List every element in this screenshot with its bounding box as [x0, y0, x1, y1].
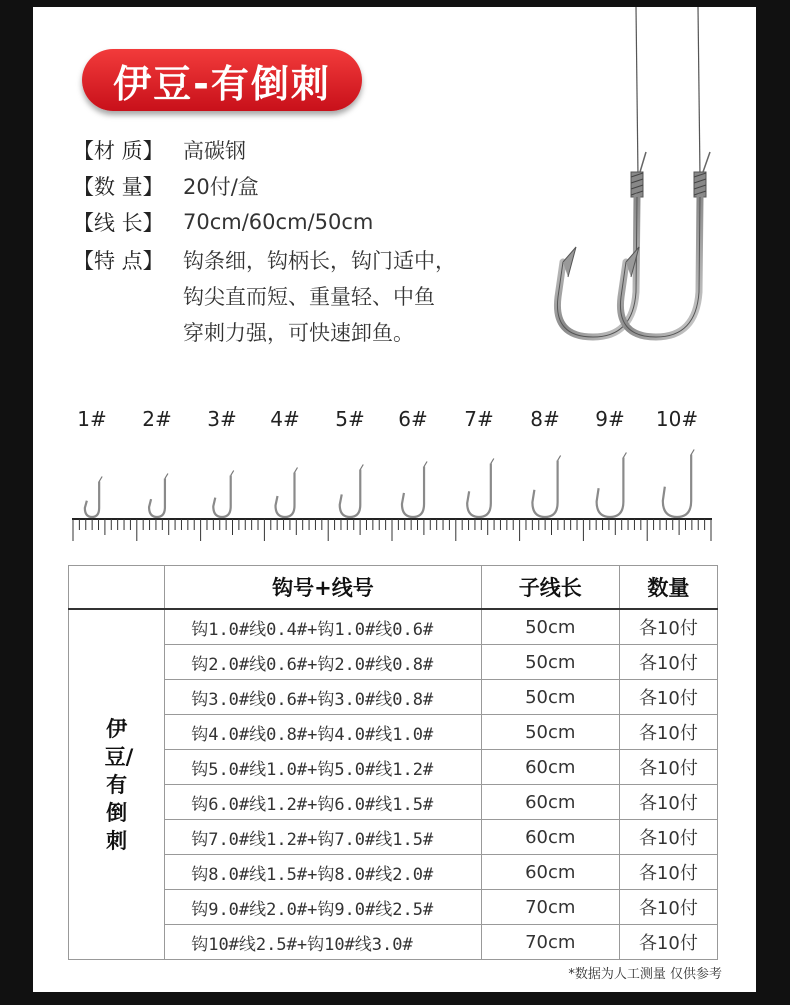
- combo-cell: 钩9.0#线2.0#+钩9.0#线2.5#: [165, 890, 482, 925]
- table-row: [69, 609, 718, 645]
- size-hook-icon: [340, 470, 361, 518]
- model-name: 伊豆/有倒刺: [104, 716, 134, 853]
- spec-label: 【数 量】: [73, 175, 164, 199]
- size-hook-eye: [360, 465, 363, 470]
- size-hook-eye: [294, 468, 297, 473]
- table-row: [69, 855, 718, 890]
- table-row: [69, 785, 718, 820]
- spec-row-features: [73, 240, 456, 354]
- qty-cell: 各10付: [619, 645, 717, 680]
- length-cell: 50cm: [481, 680, 619, 715]
- table-row: [69, 715, 718, 750]
- size-hook-eye: [99, 477, 102, 482]
- product-title: 伊豆-有倒刺: [113, 61, 331, 106]
- feature-line: 穿刺力强，可快速卸鱼。: [183, 321, 414, 345]
- qty-cell: 各10付: [619, 609, 717, 645]
- combo-cell: 钩8.0#线1.5#+钩8.0#线2.0#: [165, 855, 482, 890]
- size-label: 5#: [335, 407, 365, 431]
- length-cell: 70cm: [481, 925, 619, 960]
- size-hook-icon: [532, 461, 557, 518]
- size-label: 4#: [270, 407, 300, 431]
- spec-row-material: [73, 132, 456, 168]
- table-row: [69, 680, 718, 715]
- size-label: 1#: [77, 407, 107, 431]
- size-hook-eye: [691, 450, 694, 455]
- fish-hooks-illustration: [518, 7, 756, 352]
- spec-label: 【特 点】: [73, 249, 164, 273]
- qty-cell: 各10付: [619, 785, 717, 820]
- spec-row-quantity: [73, 168, 456, 204]
- header-qty: 数量: [619, 566, 717, 610]
- table-row: [69, 890, 718, 925]
- size-hook-icon: [276, 473, 295, 518]
- spec-label: 【线 长】: [73, 211, 164, 235]
- size-label: 6#: [398, 407, 428, 431]
- qty-cell: 各10付: [619, 820, 717, 855]
- size-label: 3#: [207, 407, 237, 431]
- feature-line: 钩条细，钩柄长，钩门适中，: [183, 249, 456, 273]
- header-length: 子线长: [481, 566, 619, 610]
- table-row: [69, 925, 718, 960]
- combo-cell: 钩4.0#线0.8#+钩4.0#线1.0#: [165, 715, 482, 750]
- size-hook-eye: [623, 453, 626, 458]
- size-hook-icon: [402, 467, 424, 518]
- size-labels: [63, 407, 743, 437]
- combo-cell: 钩7.0#线1.2#+钩7.0#线1.5#: [165, 820, 482, 855]
- table-header-row: [69, 566, 718, 610]
- qty-cell: 各10付: [619, 715, 717, 750]
- length-cell: 60cm: [481, 820, 619, 855]
- table-row: [69, 645, 718, 680]
- size-hooks-row: [63, 437, 743, 522]
- header-model: [69, 566, 165, 610]
- size-hook-icon: [597, 458, 624, 518]
- spec-value: 70cm/60cm/50cm: [183, 210, 374, 234]
- size-label: 10#: [655, 407, 699, 431]
- spec-row-line-length: [73, 204, 456, 240]
- spec-value: 20付/盒: [183, 175, 259, 199]
- size-hook-eye: [491, 459, 494, 464]
- length-cell: 60cm: [481, 785, 619, 820]
- length-cell: 50cm: [481, 715, 619, 750]
- spec-list: [73, 132, 456, 354]
- combo-cell: 钩3.0#线0.6#+钩3.0#线0.8#: [165, 680, 482, 715]
- title-banner: [82, 49, 362, 111]
- header-combo: 钩号+线号: [165, 566, 482, 610]
- length-cell: 70cm: [481, 890, 619, 925]
- size-label: 7#: [464, 407, 494, 431]
- size-label: 8#: [530, 407, 560, 431]
- combo-cell: 钩10#线2.5#+钩10#线3.0#: [165, 925, 482, 960]
- model-cell: [69, 609, 165, 960]
- size-hook-eye: [424, 462, 427, 467]
- size-hook-eye: [558, 456, 561, 461]
- feature-lines: [183, 246, 456, 354]
- spec-label: 【材 质】: [73, 139, 164, 163]
- size-hook-icon: [85, 482, 99, 518]
- qty-cell: 各10付: [619, 750, 717, 785]
- spec-value: 高碳钢: [183, 139, 246, 163]
- feature-line: 钩尖直而短、重量轻、中鱼: [183, 285, 435, 309]
- qty-cell: 各10付: [619, 925, 717, 960]
- size-hook-icon: [663, 455, 691, 518]
- combo-cell: 钩5.0#线1.0#+钩5.0#线1.2#: [165, 750, 482, 785]
- qty-cell: 各10付: [619, 680, 717, 715]
- qty-cell: 各10付: [619, 890, 717, 925]
- table-row: [69, 820, 718, 855]
- spec-table: [68, 565, 718, 960]
- combo-cell: 钩2.0#线0.6#+钩2.0#线0.8#: [165, 645, 482, 680]
- table-row: [69, 750, 718, 785]
- combo-cell: 钩1.0#线0.4#+钩1.0#线0.6#: [165, 609, 482, 645]
- product-card: [33, 7, 756, 992]
- length-cell: 50cm: [481, 645, 619, 680]
- size-hook-icon: [213, 476, 230, 518]
- size-hook-icon: [149, 479, 165, 518]
- measuring-ruler: [72, 518, 712, 544]
- combo-cell: 钩6.0#线1.2#+钩6.0#线1.5#: [165, 785, 482, 820]
- length-cell: 60cm: [481, 855, 619, 890]
- qty-cell: 各10付: [619, 855, 717, 890]
- size-hook-eye: [231, 471, 234, 476]
- size-label: 2#: [142, 407, 172, 431]
- footnote: *数据为人工测量 仅供参考: [568, 967, 722, 982]
- size-label: 9#: [595, 407, 625, 431]
- size-hook-icon: [467, 464, 491, 518]
- length-cell: 50cm: [481, 609, 619, 645]
- size-hook-eye: [165, 474, 168, 479]
- length-cell: 60cm: [481, 750, 619, 785]
